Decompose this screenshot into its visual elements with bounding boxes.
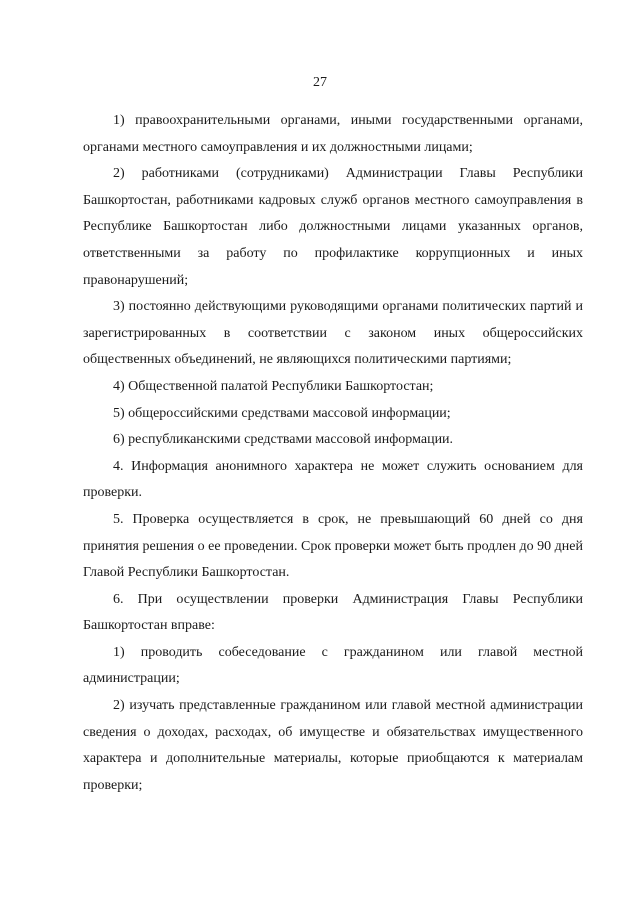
paragraph-item-3: 3) постоянно действующими руководящими органами политических партий и зарегистрированных в соответствии с законом иных общероссийских общественных объединений, не являющихся политическими партиями; <box>83 299 583 368</box>
paragraph-subitem-2: 2) изучать представленные гражданином или главой местной администрации сведения о доходах, расходах, об имуществе и обязательствах имущественного характера и дополнительные материалы, которые приобщаются к материалам проверки; <box>83 698 583 793</box>
document-body <box>83 108 583 799</box>
paragraph-item-1: 1) правоохранительными органами, иными государственными органами, органами местного самоуправления и их должностными лицами; <box>83 113 583 155</box>
paragraph-section-5: 5. Проверка осуществляется в срок, не превышающий 60 дней со дня принятия решения о ее проведении. Срок проверки может быть продлен до 90 дней Главой Республики Башкортостан. <box>83 511 583 581</box>
paragraph-section-4: 4. Информация анонимного характера не может служить основанием для проверки. <box>83 458 583 501</box>
paragraph-item-4: 4) Общественной палатой Республики Башкортостан; <box>113 378 434 394</box>
paragraph-item-6: 6) республиканскими средствами массовой информации. <box>113 432 454 448</box>
paragraph-item-2: 2) работниками (сотрудниками) Администрации Главы Республики Башкортостан, работниками кадровых служб органов местного самоуправления в Республике Башкортостан либо должностными лицами указанных органов, ответственными за работу по профилактике коррупционных и иных правонарушений; <box>83 166 583 288</box>
paragraph-item-5: 5) общероссийскими средствами массовой информации; <box>113 405 451 421</box>
paragraph-section-6: 6. При осуществлении проверки Администрация Главы Республики Башкортостан вправе: <box>83 591 583 634</box>
paragraph-subitem-1: 1) проводить собеседование с гражданином или главой местной администрации; <box>83 644 583 687</box>
page-number: 27 <box>313 75 327 90</box>
